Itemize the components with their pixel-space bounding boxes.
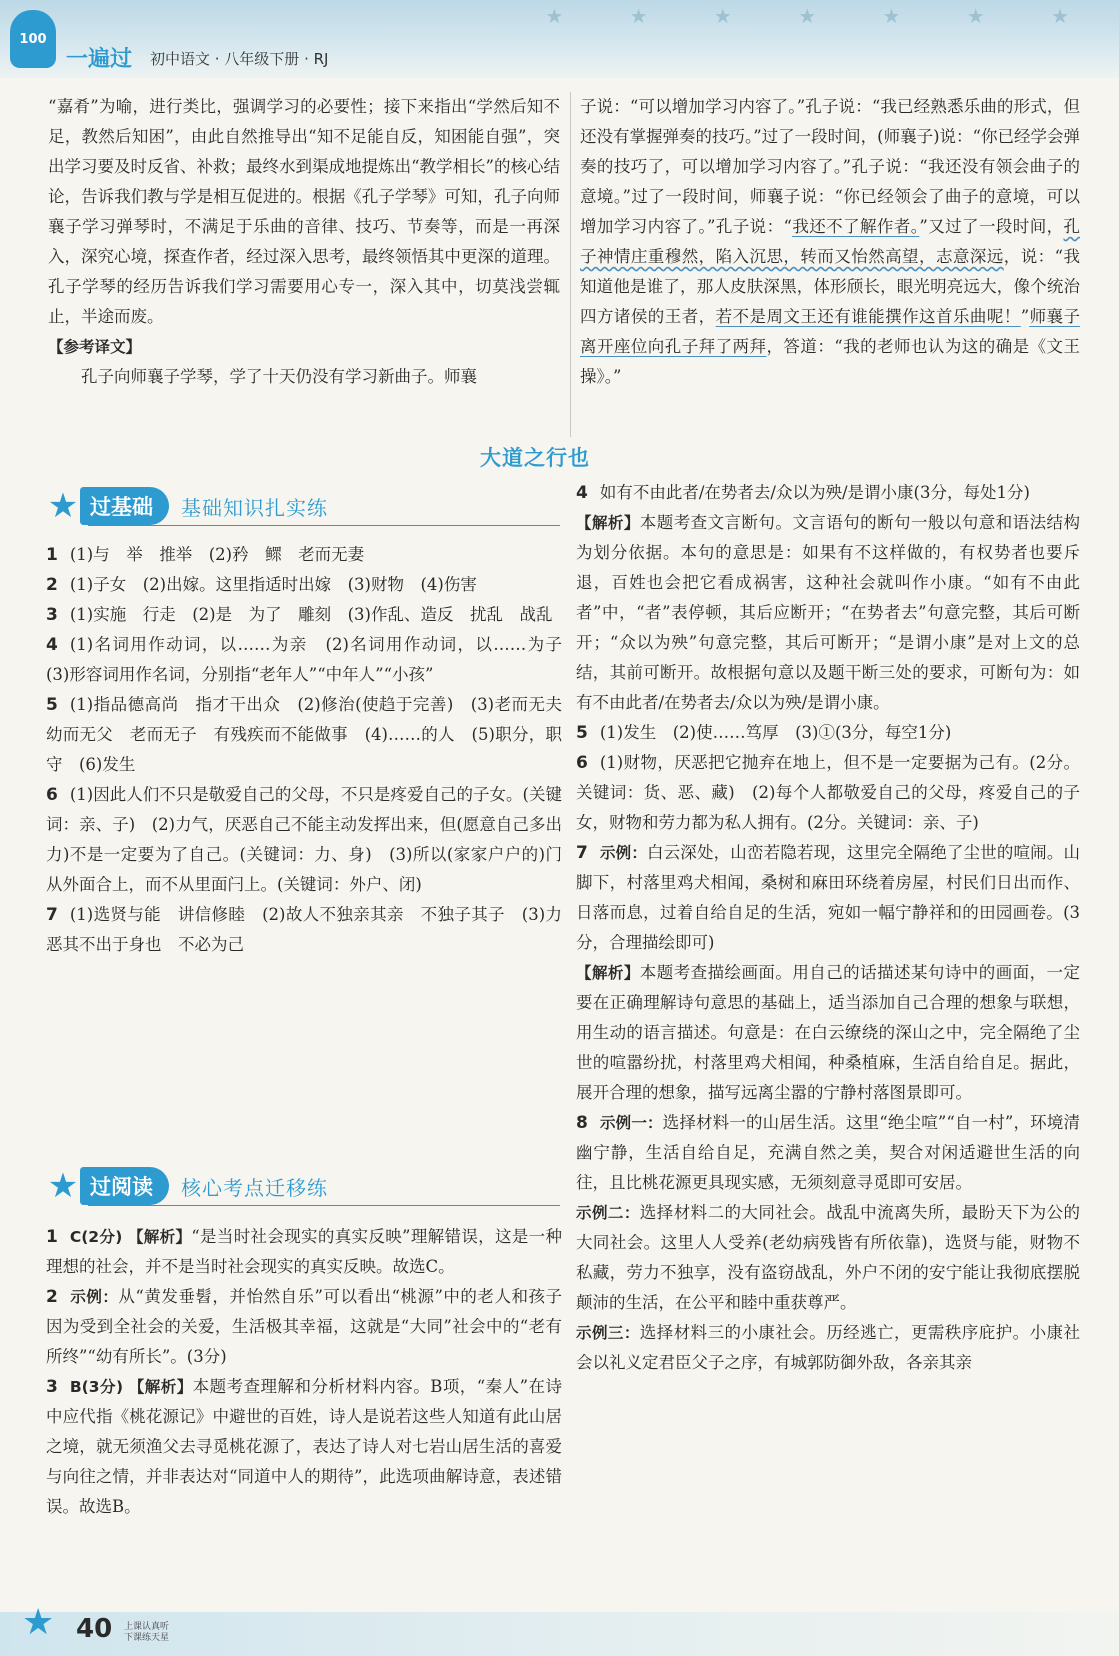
page-number: 40: [76, 1614, 113, 1644]
reference-label: 【参考译文】: [48, 338, 142, 356]
example-item: 示例二：选择材料二的大同社会。战乱中流离失所，最盼天下为公的大同社会。这里人人受养(老幼病残皆有所依靠)，选贤与能，财物不私藏，劳力不独享，没有盗窃战乱，外户不闭的安宁能让我彻底摆脱颠沛的生活，在公平和睦中重获尊严。: [576, 1203, 1080, 1312]
answer-item: 4 如有不由此者/在势者去/众以为殃/是谓小康(3分，每处1分): [576, 483, 1030, 503]
answer-item: 6 (1)因此人们不只是敬爱自己的父母，不只是疼爱自己的子女。(关键词：亲、子) (2)力气，厌恶自己不能主动发挥出来，但(愿意自己多出力)不是一定要为了自己。(关键词：力、身) (3)所以(家家户户的)门从外面合上，而不从里面闩上。(关键词：外户、闭): [46, 785, 562, 894]
banner-basics: [38, 484, 560, 528]
brand-title: 一遍过: [66, 47, 133, 72]
right-answers: [576, 478, 1080, 1378]
reference-first-line: 孔子向师襄子学琴，学了十天仍没有学习新曲子。师襄: [81, 367, 477, 386]
banner-rule: [88, 1205, 560, 1206]
section-title: 大道之行也: [480, 446, 590, 470]
reading-answers: [46, 1222, 562, 1522]
footer-star-icon: ★: [22, 1602, 55, 1643]
answer-item: 2 (1)子女 (2)出嫁。这里指适时出嫁 (3)财物 (4)伤害: [46, 575, 477, 595]
banner-pill: 过阅读: [80, 1167, 169, 1205]
answer-item: 3 B(3分) 【解析】本题考查理解和分析材料内容。B项，“秦人”在诗中应代指《桃花源记》中避世的百姓，诗人是说若这些人知道有此山居之境，就无须渔父去寻觅桃花源了，表达了诗人对七岩山居生活的喜爱与向往之情，并非表达对“同道中人的期待”，此选项曲解诗意，表述错误。故选B。: [46, 1377, 562, 1516]
star-mascot-icon: ★: [47, 486, 79, 526]
column-divider: [570, 92, 571, 437]
footer-slogan: 上课认真听 下课练天星: [124, 1622, 170, 1643]
analysis-paragraph: “嘉肴”为喻，进行类比，强调学习的必要性；接下来指出“学然后知不足，教然后知困”，由此自然推导出“知不足能自反，知困能自强”，突出学习要及时反省、补救；最终水到渠成地提炼出“教学相长”的核心结论，告诉我们教与学是相互促进的。根据《孔子学琴》可知，孔子向师襄子学习弹琴时，不满足于乐曲的音律、技巧、节奏等，而是一再深入，深究心境，探查作者，经过深入思考，最终领悟其中更深的道理。孔子学琴的经历告诉我们学习需要用心专一，深入其中，切莫浅尝辄止，半途而废。: [48, 97, 560, 326]
answer-item: 6 (1)财物，厌恶把它抛弃在地上，但不是一定要据为己有。(2分。关键词：货、恶、藏) (2)每个人都敬爱自己的父母，疼爱自己的子女，财物和劳力都为私人拥有。(2分。关键词：亲、子): [576, 753, 1080, 832]
footer-band: [0, 1602, 1119, 1656]
top-left-column: [48, 92, 560, 392]
translation-paragraph: 子说：“可以增加学习内容了。”孔子说：“我已经熟悉乐曲的形式，但还没有掌握弹奏的技巧。”过了一段时间，(师襄子)说：“你已经学会弹奏的技巧了，可以增加学习内容了。”孔子说：“我还没有领会曲子的意境。”过了一段时间，师襄子说：“你已经领会了曲子的意境，可以增加学习内容了。”孔子说：“我还不了解作者。”又过了一段时间，孔子神情庄重穆然，陷入沉思，转而又怡然高望，志意深远，说：“我知道他是谁了，那人皮肤深黑，体形颀长，眼光明亮远大，像个统治四方诸侯的王者，若不是周文王还有谁能撰作这首乐曲呢！”师襄子离开座位向孔子拜了两拜，答道：“我的老师也认为这的确是《文王操》。”: [580, 97, 1081, 386]
series-title: 初中语文 · 八年级下册 · RJ: [150, 50, 329, 68]
analysis-item: 【解析】本题考查描绘画面。用自己的话描述某句诗中的画面，一定要在正确理解诗句意思的基础上，适当添加自己合理的想象与联想，用生动的语言描述。句意是：在白云缭绕的深山之中，完全隔绝了尘世的喧嚣纷扰，村落里鸡犬相闻，种桑植麻，生活自给自足。据此，展开合理的想象，描写远离尘嚣的宁静村落图景即可。: [576, 963, 1080, 1102]
top-right-column: [580, 92, 1080, 392]
underlined-phrase: 我还不了解作者。: [791, 217, 920, 236]
answer-item: 5 (1)发生 (2)使……笃厚 (3)①(3分，每空1分): [576, 723, 952, 743]
example-item: 示例三：选择材料三的小康社会。历经逃亡，更需秩序庇护。小康社会以礼义定君臣父子之序，有城郭防御外敌，各亲其亲: [576, 1323, 1080, 1372]
banner-reading: [38, 1164, 560, 1208]
answer-item: 1 (1)与 举 推举 (2)矜 鳏 老而无妻: [46, 545, 365, 565]
analysis-item: 【解析】本题考查文言断句。文言语句的断句一般以句意和语法结构为划分依据。本句的意思是：如果有不这样做的，有权势者也要斥退，百姓也会把它看成祸害，这种社会就叫作小康。“如有不由此者”中，“者”表停顿，其后应断开；“在势者去”句意完整，其后可断开；“众以为殃”句意完整，其后可断开；“是谓小康”是对上文的总结，其前可断开。故根据句意以及题干断三处的要求，可断句为：如有不由此者/在势者去/众以为殃/是谓小康。: [576, 513, 1080, 712]
answer-item: 4 (1)名词用作动词，以……为亲 (2)名词用作动词，以……为子 (3)形容词用作名词，分别指“老年人”“中年人”“小孩”: [46, 635, 579, 684]
logo-icon: 100: [10, 10, 56, 68]
basic-answers: [46, 540, 579, 960]
banner-subtitle: 基础知识扎实练: [181, 495, 328, 520]
banner-subtitle: 核心考点迁移练: [181, 1175, 328, 1200]
answer-item: 7 示例：白云深处，山峦若隐若现，这里完全隔绝了尘世的喧闹。山脚下，村落里鸡犬相闻，桑树和麻田环绕着房屋，村民们日出而作、日落而息，过着自给自足的生活，宛如一幅宁静祥和的田园画卷。(3分，合理描绘即可): [576, 843, 1080, 952]
banner-pill: 过基础: [80, 487, 169, 525]
underlined-phrase: 若不是周文王还有谁能撰作这首乐曲呢！: [715, 307, 1021, 326]
answer-item: 8 示例一：选择材料一的山居生活。这里“绝尘喧”“自一村”，环境清幽宁静，生活自给自足，充满自然之美，契合对闲适避世生活的向往，且比桃花源更具现实感，无须刻意寻觅即可安居。: [576, 1113, 1080, 1192]
answer-item: 7 (1)选贤与能 讲信修睦 (2)故人不独亲其亲 不独子其子 (3)力 恶其不出于身也 不必为己: [46, 905, 579, 954]
answer-item: 1 C(2分) 【解析】“是当时社会现实的真实反映”理解错误，这是一种理想的社会，并不是当时社会现实的真实反映。故选C。: [46, 1227, 562, 1276]
answer-item: 3 (1)实施 行走 (2)是 为了 雕刻 (3)作乱、造反 扰乱 战乱: [46, 605, 553, 625]
wavy-underlined-phrase: 孔子神情庄重穆然，陷入沉思，转而又怡然高望，志意深远: [580, 217, 1081, 266]
header-stars: ★ ★ ★ ★ ★ ★ ★: [545, 4, 1099, 28]
star-mascot-icon: ★: [47, 1166, 79, 1206]
underlined-phrase: 师襄子离开座位向孔子拜了两拜: [580, 307, 1081, 356]
banner-rule: [88, 525, 560, 526]
answer-item: 5 (1)指品德高尚 指才干出众 (2)修治(使趋于完善) (3)老而无夫 幼而无父 老而无子 有残疾而不能做事 (4)……的人 (5)职分，职守 (6)发生: [46, 695, 579, 774]
answer-item: 2 示例：从“黄发垂髫，并怡然自乐”可以看出“桃源”中的老人和孩子因为受到全社会的关爱，生活极其幸福，这就是“大同”社会中的“老有所终”“幼有所长”。(3分): [46, 1287, 562, 1366]
